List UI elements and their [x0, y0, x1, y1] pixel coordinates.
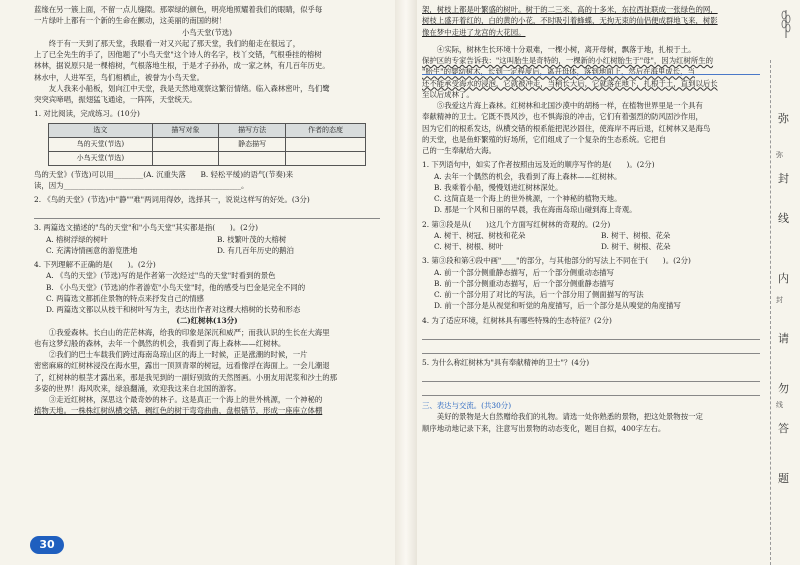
passage-line: ①我爱森林。长白山的茫茫林海，给我的印象是深沉和威严；而我认识的生长在大海里: [48, 327, 330, 337]
table-note: 鸟的天堂》(节选)可以用________(A. 沉重失落 B. 轻松平缓)的语气(节奏)来: [34, 169, 294, 179]
question-2-options: [422, 230, 760, 253]
answer-cell[interactable]: [152, 151, 219, 165]
answer-line[interactable]: [34, 208, 380, 219]
seal-char: 封: [778, 172, 789, 185]
excerpt-line: 突突宾啼唱，振翅猛飞通途，一阵阵，天堂统天。: [34, 95, 197, 104]
question-2: 2. 第③段是从( )这几个方面写红树林的奇观的。(2分): [422, 219, 611, 229]
answer-cell[interactable]: [219, 151, 286, 165]
question-1: 1. 下列语句中，如实了作者按照由远及近的顺序写作的是( )。(2分): [422, 160, 655, 170]
passage-line: 多姿的世界！海风吹来，绿浪翻涌，欢迎我这来自北国的游客。: [34, 383, 241, 393]
table-header: 作者的态度: [286, 123, 366, 137]
passage-line: 奉献精神的卫士。它既不畏风沙，也不惧海浪的冲击，它们有着强烈的防风固沙作用，: [422, 112, 703, 122]
excerpt-line: 友人我来小船板，划向江中天堂，我是天然地观察这繁衍情绪。临入森林密叶，鸟们鹭: [48, 83, 330, 93]
passage-line: ④实际，树林生长环境十分艰难，一棵小树，离开母树，飘落于地，扎根于土。: [436, 44, 696, 54]
seal-char: 内: [778, 272, 789, 285]
option[interactable]: D. 两篇选文都以从枝干和树叶写为主，表达出作者对这棵大榕树的长势和形态: [46, 305, 301, 314]
table-cell: 静态描写: [219, 137, 286, 151]
passage-line: 密密麻麻的红树林浸没在海水里，露出一顶顶青翠的树冠，远看像浮在海面上。一会儿潮退: [34, 361, 330, 371]
table-cell: 小鸟天堂(节选): [49, 151, 153, 165]
seal-char: 题: [778, 472, 789, 485]
question-2: 2. 《鸟的天堂》(节选)中"静""难"两词用得妙，选择其一，说说这样写的好处。(3分): [34, 195, 310, 204]
option[interactable]: A. 去年一个偶然的机会，我看到了海上森林——红树林。: [434, 171, 622, 181]
intro-line: 蓝缘在另一簇上面，不留一点儿缝隙。那翠绿的颜色，明亮地照耀着我们的眼睛，似乎每: [34, 5, 323, 14]
book-spine: [395, 0, 417, 565]
option[interactable]: C. 树干、树根、树叶: [434, 242, 504, 251]
passage-line-wavy: 还不能承受海水的浸泡，它就被冲走，当稍长大后，它就落在地下，扎根于土，直到以后长: [422, 78, 718, 88]
passage-line-wavy: 保护区的专家告诉我："这叫胎生是奇特的，一棵新的小红树胎生于"母"，因为红树所生的: [422, 56, 714, 65]
answer-line[interactable]: [422, 385, 760, 396]
left-column: [34, 4, 380, 417]
question-3: 3. 第③段和第④段中画"____"的部分，与其他部分的写法上不同在于( )。(2分): [422, 256, 691, 266]
option[interactable]: A. 树干、树冠、树枝和花朵: [434, 230, 526, 240]
passage-line-underlined: 植物天地。一株株红树纵横交错，稠红色的树干弯弯曲曲，盘根错节，形成一座座立体棚: [34, 406, 323, 416]
essay-prompt-line: 美好的景物是大自然赠给我们的礼物。请选一处你熟悉的景物，把这处景物按一定: [436, 412, 703, 422]
seal-char: 线: [778, 212, 789, 225]
passage-line: 了，红树林的根茎才露出来，那是我见到的一副好别致的天然图画。小朋友用泥浆和沙土的那: [34, 372, 338, 382]
passage-line: 至以后成林了。: [422, 89, 474, 99]
intro-line: 一片绿叶上都有一个新的生命在颤动，这美丽的南国的树！: [34, 16, 227, 26]
table-header: 选文: [49, 123, 153, 137]
excerpt-line: 上了已全先生的手了，因他题了"小鸟天堂"这个诗人的名字，枝丫交错，气根垂挂的榕树: [34, 50, 322, 59]
answer-line[interactable]: [422, 371, 760, 382]
passage-line: 的天堂，也是鱼虾繁殖的好场所，它们组成了一个复杂的生态系统。它把自: [422, 134, 666, 144]
excerpt-line: 林林，据说原只是一棵榕树，气根落地生根，于是才子孙孙，成一家之林，有几百年历史。: [34, 61, 330, 71]
wheat-icon: [778, 6, 794, 40]
option[interactable]: D. 树干、树根、花朵: [601, 242, 671, 251]
seal-char: 勿: [778, 382, 789, 395]
table-header: 描写对象: [152, 123, 219, 137]
right-column: [422, 4, 760, 434]
seal-char-small: 封: [776, 296, 783, 304]
seal-char-small: 弥: [776, 151, 783, 159]
answer-cell[interactable]: [286, 137, 366, 151]
passage-line: 因为它们的根系发达，纵横交错的根系能把泥沙固住，使海岸不再后退，红树林又是海鸟: [422, 123, 711, 133]
question-3: 3. 两篇选文描述的"鸟的天堂"和"小鸟天堂"其实都是指( )。(2分): [34, 223, 259, 233]
seal-char: 请: [778, 332, 789, 345]
option[interactable]: B. 枝繁叶茂的大榕树: [217, 234, 287, 244]
option[interactable]: B. 前一个部分侧重动态描写，后一个部分侧重静态描写: [434, 278, 615, 288]
passage-title: (二)红树林(13分): [176, 316, 238, 326]
question-3-options: [34, 234, 380, 257]
question-4-options: [34, 270, 380, 315]
option[interactable]: B. 树干、树根、花朵: [601, 230, 671, 240]
passage-line-underlined: 树枝上盛开着红的，白的黄的小花，不时吸引着蜂蝶，无拘无束的仙侣便成群地飞来，树影: [422, 16, 718, 26]
option[interactable]: C. 这简直是一个海上的世外桃源，一个神秘的植物天地。: [434, 194, 622, 203]
option[interactable]: A. 榕树浮绿的树叶: [46, 234, 108, 244]
section-divider: [422, 74, 760, 75]
option[interactable]: D. 那是一个风和日丽的早晨，我在海南岛琼山碰到海上奇观。: [434, 205, 637, 215]
passage-line: 也有这梦幻般的森林，去年一个偶然的机会，我看到了海上森林——红树林。: [34, 338, 286, 348]
comparison-table: [48, 123, 366, 166]
passage-line-underlined: 像在梦中走进了龙宫的大花园。: [422, 27, 526, 37]
seal-char: 答: [778, 422, 789, 435]
passage-line-underlined: 架，树枝上都是叶繁盛的树叶。树干的二三米，高的十多米，东拉西扯联成一张绿色的网，: [422, 5, 718, 14]
option[interactable]: C. 充满诗情画意的游览胜地: [46, 245, 138, 255]
option[interactable]: A. 前一个部分侧重静态描写，后一个部分侧重动态描写: [434, 267, 615, 277]
passage-line: ⑤我爱这片海上森林。红树林和北国沙漠中的胡杨一样，在植物世界里是一个具有: [436, 101, 703, 110]
passage-line-wavy: "胎生"的婴幼树木，长到一定程度后，离开母体，落到地面上，然后在海里成长，当: [422, 67, 695, 77]
seal-char-small: 线: [776, 401, 783, 409]
option[interactable]: B. 我乘着小船，慢慢划进红树林深处。: [434, 182, 563, 192]
question-5: 5. 为什么称红树林为"具有奉献精神的卫士"？(4分): [422, 357, 590, 367]
answer-line[interactable]: [422, 329, 760, 340]
essay-prompt-line: 顺序地动地记录下来，注意写出景物的动态变化，题目自拟，400字左右。: [422, 423, 666, 433]
question-1: 1. 对比阅读，完成练习。(10分): [34, 109, 140, 119]
option[interactable]: A. 《鸟的天堂》(节选)写的是作者第一次经过"鸟的天堂"时看到的景色: [46, 271, 276, 281]
answer-line[interactable]: [422, 343, 760, 354]
option[interactable]: C. 两篇选文都抓住景物的特点来抒发自己的情感: [46, 293, 204, 303]
table-cell: 鸟的天堂(节选): [49, 137, 153, 151]
question-4: 4. 下列理解不正确的是( )。(2分): [34, 260, 156, 269]
seal-dashed-line: [770, 60, 771, 565]
answer-cell[interactable]: [152, 137, 219, 151]
table-note: 读，因为________________________________________________。: [34, 180, 249, 190]
question-3-options: [422, 267, 760, 312]
answer-cell[interactable]: [286, 151, 366, 165]
option[interactable]: D. 有几百年历史的鹅泊: [217, 245, 294, 255]
passage-line: ③走近红树林，深思这个最奇妙的林子。这是真正一个海上的世外桃源，一个神秘的: [48, 395, 323, 404]
question-1-options: [422, 171, 760, 216]
option[interactable]: B. 《小鸟天堂》(节选)的作者游览"小鸟天堂"时，他的感受与巴金是完全不同的: [46, 282, 306, 292]
section-heading: 三、表达与交流。(共30分): [422, 401, 512, 410]
seal-char: 弥: [778, 112, 789, 125]
excerpt-line: 林水中，人进军至，鸟们相栖止，被誉为小鸟天堂。: [34, 72, 204, 82]
question-4: 4. 为了适应环境，红树林具有哪些特殊的生态特征？(2分): [422, 315, 612, 325]
passage-line: 己的一生奉献给大海。: [422, 146, 496, 155]
option[interactable]: D. 前一个部分是从视觉和听觉的角度描写，后一个部分是从嗅觉的角度描写: [434, 301, 681, 311]
page-number: 30: [30, 536, 64, 554]
excerpt-line: 终于有一天到了那天堂，我眼看一对又兴起了那天堂，我们的船走在很远了，: [48, 38, 301, 48]
seal-line-sidebar: [766, 0, 800, 565]
excerpt-title: 小鸟天堂(节选): [181, 27, 233, 37]
option[interactable]: C. 前一个部分用了对比的写法，后一个部分用了侧面描写的写法: [434, 290, 644, 299]
passage-line: ②我们的巴士车载我们跨过海南岛琼山区的海上一时候，正是涨潮的时候，一片: [48, 350, 308, 359]
table-header: 描写方法: [219, 123, 286, 137]
